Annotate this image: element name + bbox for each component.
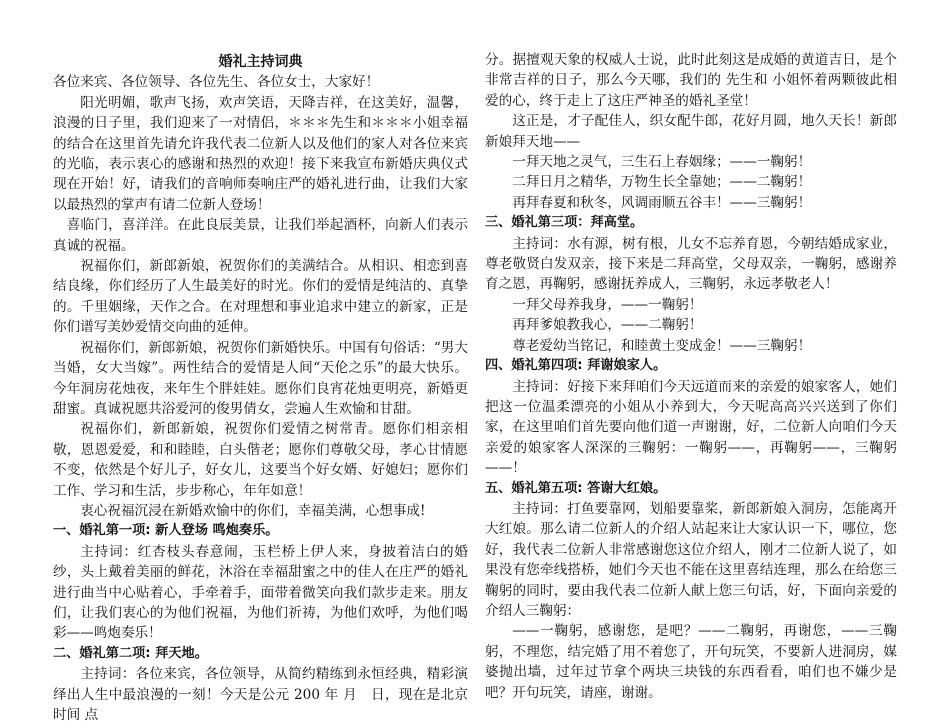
paragraph: 尊老爱幼当铭记，和睦黄土变成金！——三鞠躬！ <box>512 337 812 354</box>
paragraph: 祝福你们，新郎新娘，祝贺你们新婚快乐。中国有句俗话：“男大当婚，女大当嫁”。两性结合的爱情是人间“天伦之乐”的最大快乐。今年洞房花烛夜，来年生个胖娃娃。愿你们良宵花烛更明亮，新婚更甜蜜。真诚祝愿共浴爱河的俊男倩女，尝遍人生欢愉和甘甜。 <box>53 339 468 417</box>
paragraph: 主持词：水有源，树有根，儿女不忘养育恩，今朝结婚成家业，尊老敬贤白发双亲，接下来是二拜高堂，父母双亲，一鞠躬，感谢养育之恩，再鞠躬，感谢抚养成人，三鞠躬，永远孝敬老人！ <box>485 235 897 293</box>
paragraph: 一拜天地之灵气，三生石上春姻缘；——一鞠躬！ <box>512 154 812 171</box>
paragraph: 祝福你们，新郎新娘，祝贺你们的美满结合。从相识、相恋到喜结良缘，你们经历了人生最美好的时光。你们的爱情是纯洁的、真挚的。千里姻缘，天作之合。在对理想和事业追求中建立的新家，正是你们谱写美妙爱情交向曲的延伸。 <box>53 258 468 336</box>
paragraph: 一拜父母养我身，——一鞠躬！ <box>512 296 703 313</box>
paragraph: 分。据擅观天象的权威人士说，此时此刻这是成婚的黄道吉日，是个非常吉祥的日子，那么今天哪，我们的 先生和 小姐怀着两颗彼此相爱的心，终于走上了这庄严神圣的婚礼圣堂！ <box>485 52 897 109</box>
paragraph: 这正是，才子配佳人，织女配牛郎，花好月圆，地久天长！新郎新娘拜天地—— <box>485 113 897 150</box>
paragraph: 再拜爹娘教我心，——二鞠躬！ <box>512 317 703 334</box>
right-column-body <box>485 50 897 703</box>
section-heading: 四、婚礼第四项: 拜谢娘家人。 <box>485 358 667 374</box>
left-column <box>53 52 468 725</box>
paragraph: 喜临门，喜洋洋。在此良辰美景，让我们举起酒杯，向新人们表示真诚的祝福。 <box>53 217 468 254</box>
document-title: 婚礼主持词典 <box>218 54 303 70</box>
left-column-body <box>53 72 468 725</box>
section-heading: 一、婚礼第一项: 新人登场 鸣炮奏乐。 <box>53 523 279 539</box>
paragraph: 衷心祝福沉浸在新婚欢愉中的你们，幸福美满，心想事成! <box>80 502 426 519</box>
paragraph: 阳光明媚，歌声飞扬，欢声笑语，天降吉祥，在这美好，温馨，浪漫的日子里，我们迎来了一对情侣，＊＊＊先生和＊＊＊小姐幸福的结合在这里首先请允许我代表二位新人以及他们的家人对各位来宾的光临，表示衷心的感谢和热烈的欢迎！接下来我宣布新婚庆典仪式现在开始！好，请我们的音响师奏响庄严的婚礼进行曲，让我们大家以最热烈的掌声有请二位新人登场！ <box>53 94 468 213</box>
section-heading: 五、婚礼第五项: 答谢大红娘。 <box>485 480 667 496</box>
paragraph: 主持词：打鱼要靠网，划船要靠桨，新郎新娘入洞房，怎能离开大红娘。那么请二位新人的介绍人站起来让大家认识一下，哪位，您好，我代表二位新人非常感谢您这位介绍人，刚才二位新人说了，如果没有您牵线搭桥，她们今天也不能在这里喜结连理，那么在给您三鞠躬的同时，要由我代表二位新人献上您三句话，好，下面向亲爱的介绍人三鞠躬： <box>485 500 897 619</box>
paragraph: 祝福你们，新郎新娘，祝贺你们爱情之树常青。愿你们相亲相敬，恩恩爱爱，和和睦睦，白头偕老；愿你们尊敬父母，孝心甘情愿不变，依然是个好儿子，好女儿，这要当个好女婿、好媳妇；愿你们工作、学习和生活，步步称心，年年如意！ <box>53 421 468 499</box>
right-column <box>485 50 897 703</box>
paragraph: 各位来宾、各位领导、各位先生、各位女士，大家好！ <box>53 74 380 91</box>
paragraph: 主持词：各位来宾，各位领导，从简约精练到永恒经典，精彩演绎出人生中最浪漫的一刻！今天是公元 200 年 月 日，现在是北京时间 点 <box>53 666 468 723</box>
paragraph: 主持词：好接下来拜咱们今天远道而来的亲爱的娘家客人，她们把这一位温柔漂亮的小姐从小养到大，今天呢高高兴兴送到了你们家，在这里咱们首先要向他们道一声谢谢，好，二位新人向咱们今天亲爱的娘家客人深深的三鞠躬：一鞠躬——，再鞠躬——，三鞠躬——！ <box>485 378 897 477</box>
section-heading: 三、婚礼第三项：拜高堂。 <box>485 215 644 231</box>
section-heading: 二、婚礼第二项: 拜天地。 <box>53 645 208 661</box>
paragraph: 二拜日月之精华，万物生长全靠她；——二鞠躬！ <box>512 174 812 191</box>
paragraph: 主持词：红杏枝头春意闹，玉栏桥上伊人来，身披着洁白的婚纱，头上戴着美丽的鲜花，沐浴在幸福甜蜜之中的佳人在庄严的婚礼进行曲当中心贴着心，手牵着手，面带着微笑向我们款步走来。朋友们，让我们衷心的为他们祝福，为他们祈祷，为他们欢呼，为他们喝彩——鸣炮奏乐！ <box>53 543 468 642</box>
paragraph: 再拜春夏和秋冬，风调雨顺五谷丰！——三鞠躬！ <box>512 194 812 211</box>
paragraph: ——一鞠躬，感谢您，是吧？——二鞠躬，再谢您，——三鞠躬，不理您，结完婚了用不着您了，开句玩笑，不要新人进洞房，媒婆抛出墙，过年过节拿个两块三块钱的东西看看，咱们也不嫌少是吧？开句玩笑，请座，谢谢。 <box>485 623 897 701</box>
